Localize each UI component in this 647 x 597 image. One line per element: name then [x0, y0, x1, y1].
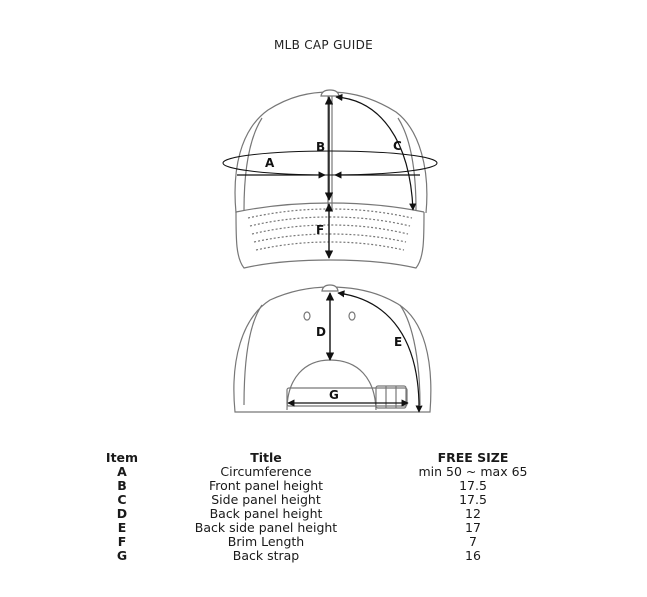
guide-title: MLB CAP GUIDE: [273, 38, 374, 52]
table-header-row: [0, 451, 647, 465]
row-title: Back panel height: [209, 506, 323, 521]
row-title: Brim Length: [227, 534, 305, 549]
row-size: min 50 ~ max 65: [418, 464, 528, 479]
label-d: D: [316, 325, 326, 339]
table-row: [0, 479, 647, 493]
label-a: A: [265, 156, 275, 170]
row-title: Side panel height: [211, 492, 321, 507]
label-b: B: [316, 140, 326, 154]
header-free-size: FREE SIZE: [437, 450, 509, 465]
table-row: [0, 521, 647, 535]
row-item: C: [117, 492, 127, 507]
row-item: D: [116, 506, 128, 521]
row-title: Back side panel height: [194, 520, 338, 535]
header-item: Item: [105, 450, 139, 465]
arrow-c: [336, 97, 413, 210]
label-e: E: [394, 335, 403, 349]
row-title: Back strap: [232, 548, 300, 563]
table-row: [0, 535, 647, 549]
circumference-ellipse: [223, 151, 437, 175]
size-spec-table: [0, 451, 647, 563]
row-size: 7: [469, 534, 477, 549]
row-item: E: [117, 520, 127, 535]
row-size: 12: [465, 506, 481, 521]
table-row: [0, 507, 647, 521]
row-title: Front panel height: [208, 478, 324, 493]
header-title: Title: [250, 450, 282, 465]
table-row: [0, 493, 647, 507]
row-title: Circumference: [220, 464, 312, 479]
row-size: 16: [465, 548, 481, 563]
row-size: 17.5: [459, 492, 487, 507]
row-item: G: [116, 548, 128, 563]
row-size: 17: [465, 520, 481, 535]
table-row: [0, 549, 647, 563]
table-row: [0, 465, 647, 479]
label-c: C: [393, 139, 402, 153]
row-size: 17.5: [459, 478, 487, 493]
row-item: A: [117, 464, 127, 479]
row-item: F: [117, 534, 127, 549]
label-g: G: [329, 388, 339, 402]
cap-front-view: [235, 90, 427, 268]
label-f: F: [316, 223, 325, 237]
row-item: B: [117, 478, 127, 493]
